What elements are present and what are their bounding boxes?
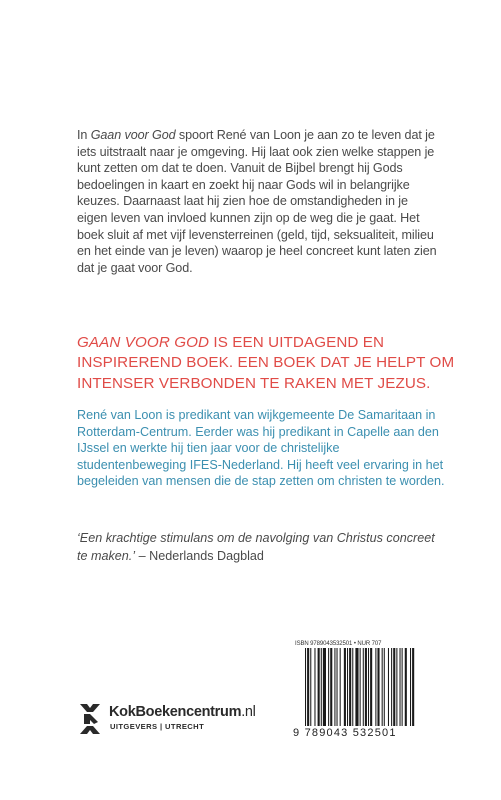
blurb-intro: In: [77, 128, 91, 142]
barcode-bar: [318, 648, 320, 726]
barcode-bar: [349, 648, 351, 726]
isbn-digits: 9 789043 532501: [293, 727, 397, 739]
headline-text: IS EEN UITDAGEND EN INSPIREREND BOEK. EEN BOEK DAT JE HELPT OM INTENSER VERBONDEN TE RAKEN MET JEZUS.: [77, 334, 455, 392]
headline-statement: [77, 333, 457, 394]
barcode-bar: [391, 648, 392, 726]
barcode-bar: [307, 648, 309, 726]
barcode-bar: [368, 648, 369, 726]
barcode-bar: [355, 648, 358, 726]
barcode-bar: [402, 648, 403, 726]
barcode-bar: [396, 648, 397, 726]
barcode-bar: [400, 648, 401, 726]
barcode-bar: [382, 648, 383, 726]
barcode-bar: [305, 648, 306, 726]
barcode-bar: [410, 648, 411, 726]
barcode-bars: [293, 648, 428, 728]
blurb-text: spoort René van Loon je aan zo te leven dat je iets uitstraalt naar je omgeving. Hij laat ook zien welke stappen je kunt zetten om dat te doen. Vanuit de Bijbel brengt hij Gods bedoelingen in kaart en zoekt hij naar Gods wil in belangrijke keuzes. Daarnaast laat hij zien hoe de omstandigheden in je eigen leven van invloed kunnen zijn op de weg die je gaat. Het boek sluit af met vijf levensterreinen (geld, tijd, seksualiteit, milieu en het einde van je leven) waarop je heel concreet kunt laten zien dat je gaat voor God.: [77, 128, 437, 275]
review-quote: [77, 529, 447, 565]
barcode-bar: [321, 648, 322, 726]
isbn-barcode: [293, 640, 428, 740]
barcode-bar: [323, 648, 326, 726]
barcode-bar: [310, 648, 311, 726]
barcode-bar: [334, 648, 335, 726]
publisher-logo: [78, 700, 288, 740]
barcode-bar: [360, 648, 361, 726]
barcode-bar: [370, 648, 372, 726]
barcode-bar: [377, 648, 379, 726]
barcode-bar: [337, 648, 338, 726]
barcode-bar: [405, 648, 407, 726]
barcode-bar: [344, 648, 346, 726]
publisher-mark-icon: [78, 702, 102, 736]
barcode-bar: [352, 648, 353, 726]
barcode-bar: [347, 648, 348, 726]
barcode-bar: [363, 648, 364, 726]
publisher-name-tld: .nl: [241, 704, 256, 720]
barcode-bar: [314, 648, 315, 726]
quote-source: – Nederlands Dagblad: [135, 549, 264, 563]
publisher-subtitle: UITGEVERS | UTRECHT: [110, 722, 205, 731]
author-bio: René van Loon is predikant van wijkgemeente De Samaritaan in Rotterdam-Centrum. Eerder was hij predikant in Capelle aan den IJssel en werkte hij tien jaar voor de christelijke studentenbeweging IFES-Nederland. Hij heeft veel ervaring in het begeleiden van mensen die de stap zetten om christen te worden.: [77, 408, 445, 489]
barcode-bar: [340, 648, 341, 726]
barcode-bar: [393, 648, 395, 726]
blurb-book-title: Gaan voor God: [90, 128, 176, 142]
blurb-paragraph: [77, 127, 437, 276]
publisher-name: [109, 703, 256, 721]
headline-book-title: GAAN VOOR GOD: [77, 334, 210, 351]
quote-text: ‘Een krachtige stimulans om de navolging van Christus concreet te maken.’: [77, 531, 435, 563]
barcode-bar: [375, 648, 376, 726]
barcode-bar: [365, 648, 367, 726]
barcode-bar: [328, 648, 329, 726]
barcode-bar: [412, 648, 414, 726]
barcode-bar: [388, 648, 389, 726]
barcode-bar: [384, 648, 385, 726]
publisher-name-main: KokBoekencentrum: [109, 704, 242, 720]
isbn-label: ISBN 9789043532501 • NUR 707: [295, 641, 382, 647]
barcode-bar: [330, 648, 332, 726]
